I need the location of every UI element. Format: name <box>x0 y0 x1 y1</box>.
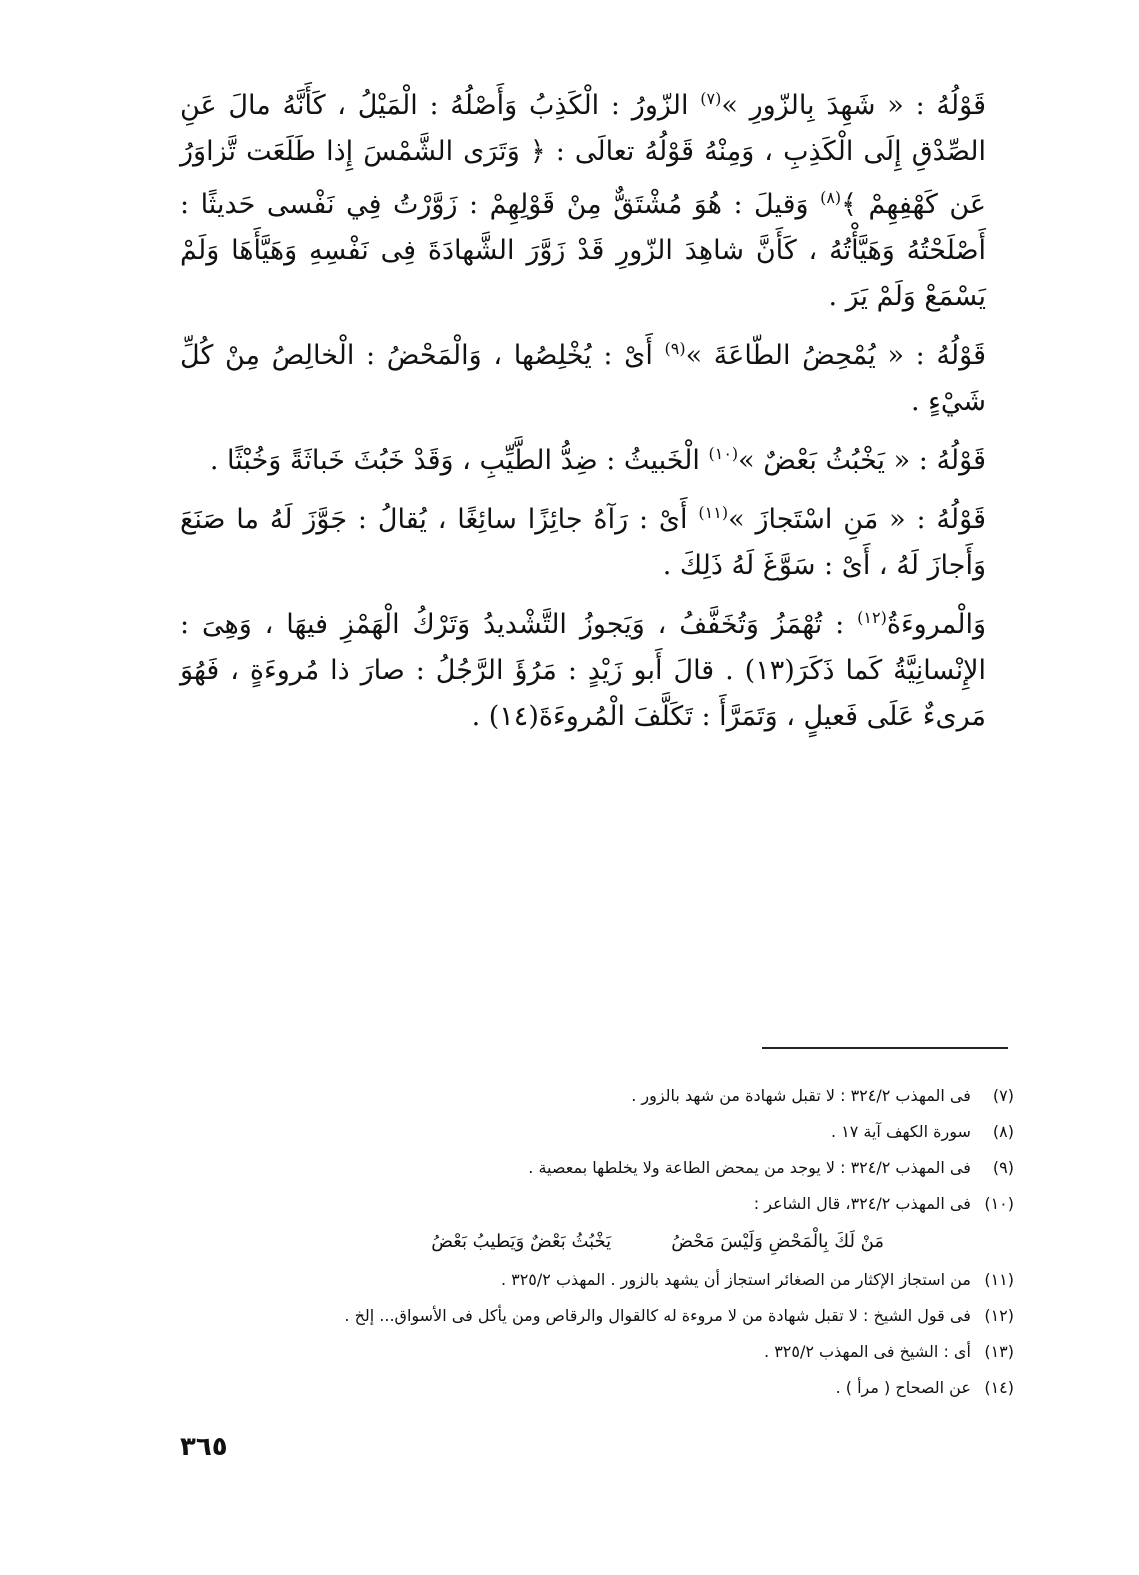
footnote-10: (١٠) فى المهذب ٣٢٤/٢، قال الشاعر : <box>753 1194 1014 1213</box>
footnote-ref: (٨) <box>820 188 842 207</box>
footnote-14: (١٤) عن الصحاح ( مرأ ) . <box>835 1378 1014 1397</box>
paragraph-muruah: وَالْمروءَةُ$^{(١٢)}$ : تُهْمَزُ وَتُخَفَّفُ ، وَيَجوزُ التَّشْديدُ وَتَرْكُ الْهَمْزِ فيهَا ، وَهِىَ : الإِنْسانِيَّةُ كَما ذَكَرَ(١٣) . قالَ أَبو زَيْدٍ : مَرُؤَ الرَّجُلُ : صارَ ذا مُروءَةٍ ، فَهُوَ مَرىءٌ عَلَى فَعيلٍ ، وَتَمَرَّأَ : تَكَلَّفَ الْمُروءَةَ(١٤) . <box>180 608 986 732</box>
footnote-13: (١٣) أى : الشيخ فى المهذب ٣٢٥/٢ . <box>764 1342 1014 1361</box>
footnote-11: (١١) من استجاز الإكثار من الصغائر استجاز أن يشهد بالزور . المهذب ٣٢٥/٢ . <box>500 1270 1014 1289</box>
footnote-ref: (٩) <box>664 339 686 358</box>
poem-verse <box>150 1222 1014 1262</box>
footnote-divider <box>762 1047 1008 1049</box>
paragraph-yumhidu: قَوْلُهُ : « يُمْحِضُ الطّاعَةَ »$^{(٩)}$ أَىْ : يُخْلِصُها ، وَالْمَحْضُ : الْخالِصُ مِنْ كُلِّ شَيْءٍ . <box>180 339 986 417</box>
page-number: ٣٦٥ <box>180 1432 228 1462</box>
footnote-8: (٨) سورة الكهف آية ١٧ . <box>830 1122 1014 1141</box>
main-text <box>180 76 986 746</box>
footnote-ref: (١١) <box>698 503 729 522</box>
paragraph-yakhbuthu: قَوْلُهُ : « يَخْبُثُ بَعْضٌ »$^{(١٠)}$ الْخَبيثُ : ضِدُّ الطَّيِّبِ ، وَقَدْ خَبُثَ خَباثَةً وَخُبْثًا . <box>209 444 986 476</box>
paragraph-istajaza: قَوْلُهُ : « مَنِ اسْتَجازَ »$^{(١١)}$ أَىْ : رَآهُ جائِزًا سائِغًا ، يُقالُ : جَوَّزَ لَهُ ما صَنَعَ وَأَجازَ لَهُ ، أَىْ : سَوَّغَ لَهُ ذَلِكَ . <box>180 503 986 581</box>
footnote-9: (٩) فى المهذب ٣٢٤/٢ : لا يوجد من يمحض الطاعة ولا يخلطها بمعصية . <box>528 1158 1014 1177</box>
footnotes <box>150 1078 1014 1406</box>
paragraph-shahida-bizzur: قَوْلُهُ : « شَهِدَ بِالزّورِ »$^{(٧)}$ الزّورُ : الْكَذِبُ وَأَصْلُهُ : الْمَيْلُ ، كَأَنَّهُ مالَ عَنِ الصِّدْقِ إِلَى الْكَذِبِ ، وَمِنْهُ قَوْلُهُ تعالَى : ﴿ وَتَرَى الشَّمْسَ إِذا طَلَعَت تَّزاوَرُ عَن كَهْفِهِمْ ﴾$^{(٨)}$ وَقيلَ : هُوَ مُشْتَقٌّ مِنْ قَوْلِهِمْ : زَوَّرْتُ فِي نَفْسى حَديثًا : أَصْلَحْتُهُ وَهَيَّأْتُهُ ، كَأَنَّ شاهِدَ الزّورِ قَدْ زَوَّرَ الشَّهادَةَ فِى نَفْسِهِ وَهَيَّأَهَا وَلَمْ يَسْمَعْ وَلَمْ يَرَ . <box>180 89 986 312</box>
footnote-ref: (١٠) <box>708 444 739 463</box>
verse-hemistich-1: مَنْ لَكَ بِالْمَحْضِ وَلَيْسَ مَحْضُ <box>671 1231 884 1252</box>
footnote-ref: (٧) <box>700 89 722 108</box>
footnote-7: (٧) فى المهذب ٣٢٤/٢ : لا تقبل شهادة من شهد بالزور . <box>631 1086 1014 1105</box>
footnote-ref: (١٢) <box>857 608 887 627</box>
footnote-12: (١٢) فى قول الشيخ : لا تقبل شهادة من لا مروءة له كالقوال والرقاص ومن يأكل فى الأسواق... إلخ . <box>344 1306 1014 1325</box>
verse-hemistich-2: يَخْبُثُ بَعْضٌ وَيَطيبُ بَعْضُ <box>431 1231 612 1252</box>
